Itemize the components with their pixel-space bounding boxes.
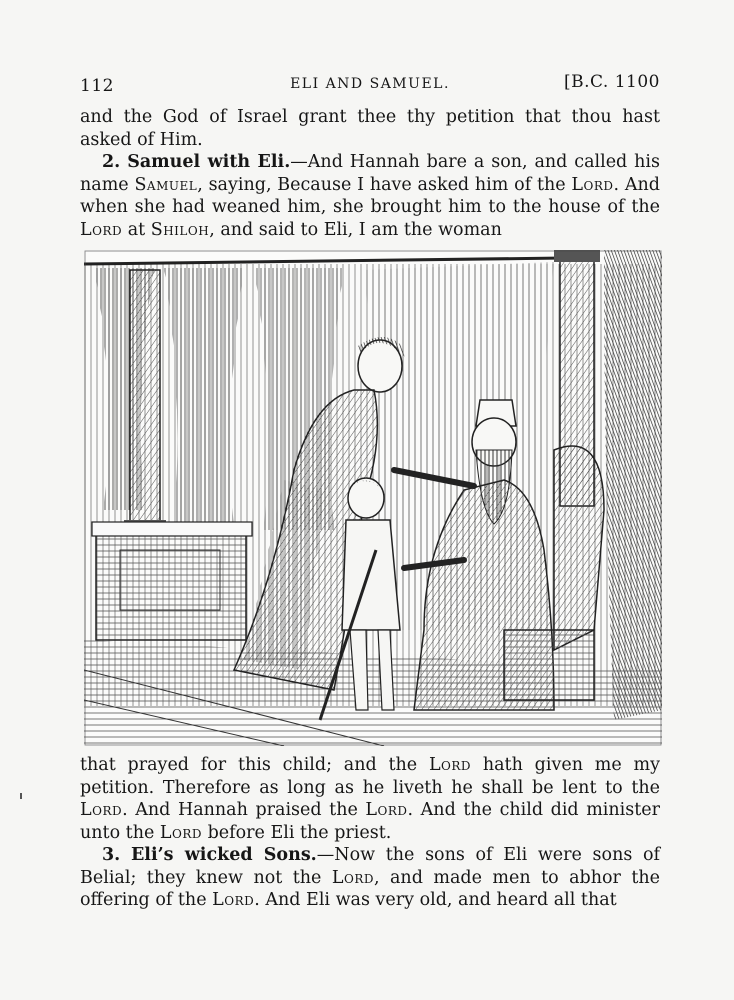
section-title: Samuel with Eli. — [127, 152, 291, 172]
page-number: 112 — [80, 76, 114, 96]
paragraph-continuation-2 — [80, 754, 660, 844]
small-caps-lord: Lord — [365, 800, 408, 820]
text-run: . And Eli was very old, and heard all that — [254, 890, 617, 910]
samuel-tunic — [342, 520, 400, 630]
small-caps-name: Samuel — [134, 174, 198, 195]
scan-mark — [20, 793, 22, 799]
small-caps-lord: Lord — [428, 755, 472, 775]
era-marker: [B.C. 1100 — [563, 72, 660, 92]
curtain-rod — [84, 258, 564, 264]
small-caps-place: Shiloh — [150, 219, 210, 240]
small-caps-lord: Lord — [80, 219, 123, 240]
section-number: 3. — [102, 845, 121, 865]
text-run: , saying, Because I have asked him of the — [197, 174, 572, 195]
small-caps-lord: Lord — [80, 800, 123, 820]
column-right-capital — [554, 250, 600, 262]
text-run: at — [122, 219, 151, 240]
chair-seat — [504, 630, 594, 700]
section-number: 2. — [102, 152, 121, 172]
text-run: , and made men to abhor the offering of the — [80, 867, 661, 910]
text-run: —And Hannah bare a son, and called his name — [80, 152, 661, 195]
small-caps-lord: Lord — [331, 867, 374, 888]
altar-block — [96, 530, 246, 640]
text-run: . And the child did minister unto the — [80, 800, 660, 843]
text-run: . And Hannah praised the — [122, 800, 366, 820]
text-block-top — [80, 106, 660, 241]
small-caps-lord: Lord — [159, 822, 203, 843]
small-caps-lord: Lord — [571, 174, 614, 195]
paragraph-section-2 — [80, 151, 660, 241]
text-run: . And when she had weaned him, she brought him to the house of the — [80, 174, 660, 217]
paragraph-continuation: and the God of Israel grant thee thy petition that thou hast asked of Him. — [80, 107, 660, 150]
text-run: hath given me my petition. Therefore as long as he liveth he shall be lent to the — [80, 755, 660, 798]
altar-top — [92, 522, 252, 536]
running-title: ELI AND SAMUEL. — [290, 76, 450, 92]
small-caps-lord: Lord — [212, 890, 255, 910]
text-run: that prayed for this child; and the — [80, 755, 429, 775]
drape-dark — [604, 250, 662, 720]
text-run: , and said to Eli, I am the woman — [209, 219, 502, 240]
section-title: Eli’s wicked Sons. — [130, 845, 317, 865]
paragraph-section-3 — [80, 844, 660, 912]
text-run: —Now the sons of Eli were sons of Belial; they knew not the — [80, 845, 660, 888]
column-left — [130, 270, 160, 532]
running-header — [80, 72, 660, 98]
text-block-bottom — [80, 754, 660, 912]
text-run: before Eli the priest. — [202, 822, 392, 843]
engraving-svg — [84, 250, 662, 746]
engraving-illustration — [84, 250, 662, 746]
